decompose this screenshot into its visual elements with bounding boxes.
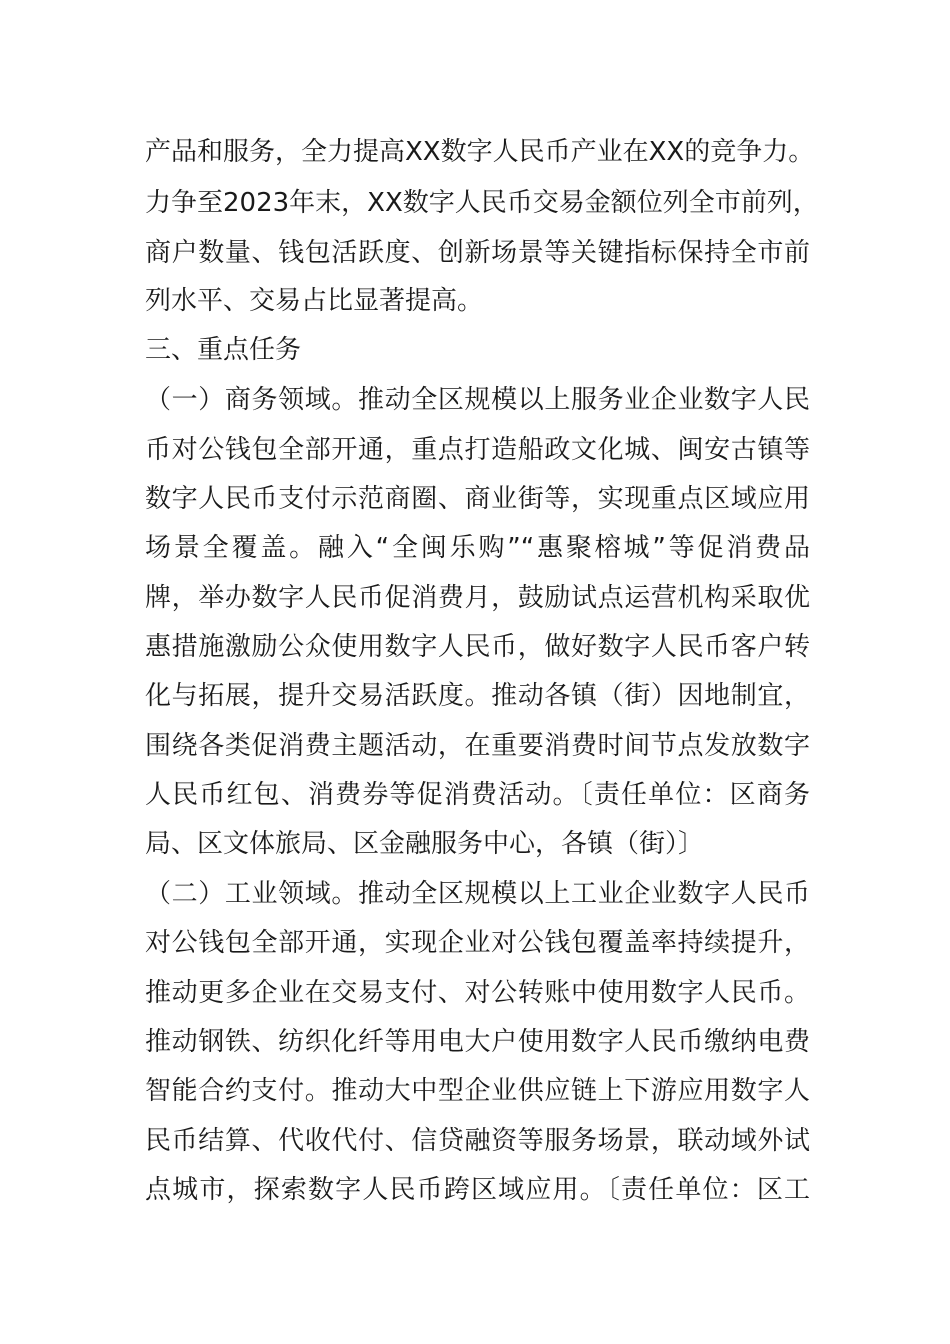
- text-line: （一）商务领域。推动全区规模以上服务业企业数字人民: [145, 385, 810, 415]
- text-line: 围绕各类促消费主题活动，在重要消费时间节点发放数字: [145, 731, 810, 761]
- text-line: 人民币红包、消费券等促消费活动。〔责任单位：区商务: [145, 780, 810, 810]
- text-line: 币对公钱包全部开通，重点打造船政文化城、闽安古镇等: [145, 435, 810, 465]
- text-line: 民币结算、代收代付、信贷融资等服务场景，联动域外试: [145, 1126, 810, 1156]
- text-line: 牌，举办数字人民币促消费月，鼓励试点运营机构采取优: [145, 583, 810, 613]
- text-line: 数字人民币支付示范商圈、商业街等，实现重点区域应用: [145, 484, 810, 514]
- text-line: 力争至2023年末，XX数字人民币交易金额位列全市前列，: [145, 188, 819, 218]
- text-line: 列水平、交易占比显著提高。: [145, 286, 484, 316]
- text-line: 局、区文体旅局、区金融服务中心，各镇（街）〕: [145, 829, 705, 859]
- text-line: 点城市，探索数字人民币跨区域应用。〔责任单位：区工: [145, 1175, 810, 1205]
- text-line: 化与拓展，提升交易活跃度。推动各镇（街）因地制宜，: [145, 681, 810, 711]
- text-line: （二）工业领域。推动全区规模以上工业企业数字人民币: [145, 879, 810, 909]
- text-line: 产品和服务，全力提高XX数字人民币产业在XX的竞争力。: [145, 137, 815, 167]
- text-line: 对公钱包全部开通，实现企业对公钱包覆盖率持续提升，: [145, 928, 810, 958]
- text-line: 惠措施激励公众使用数字人民币，做好数字人民币客户转: [145, 632, 810, 662]
- text-line: 推动钢铁、纺织化纤等用电大户使用数字人民币缴纳电费: [145, 1027, 810, 1057]
- text-line: 推动更多企业在交易支付、对公转账中使用数字人民币。: [145, 978, 810, 1008]
- text-line: 商户数量、钱包活跃度、创新场景等关键指标保持全市前: [145, 238, 810, 268]
- text-line: 智能合约支付。推动大中型企业供应链上下游应用数字人: [145, 1076, 810, 1106]
- text-line: 场景全覆盖。融入“全闽乐购”“惠聚榕城”等促消费品: [145, 533, 810, 563]
- section-heading: 三、重点任务: [145, 335, 302, 365]
